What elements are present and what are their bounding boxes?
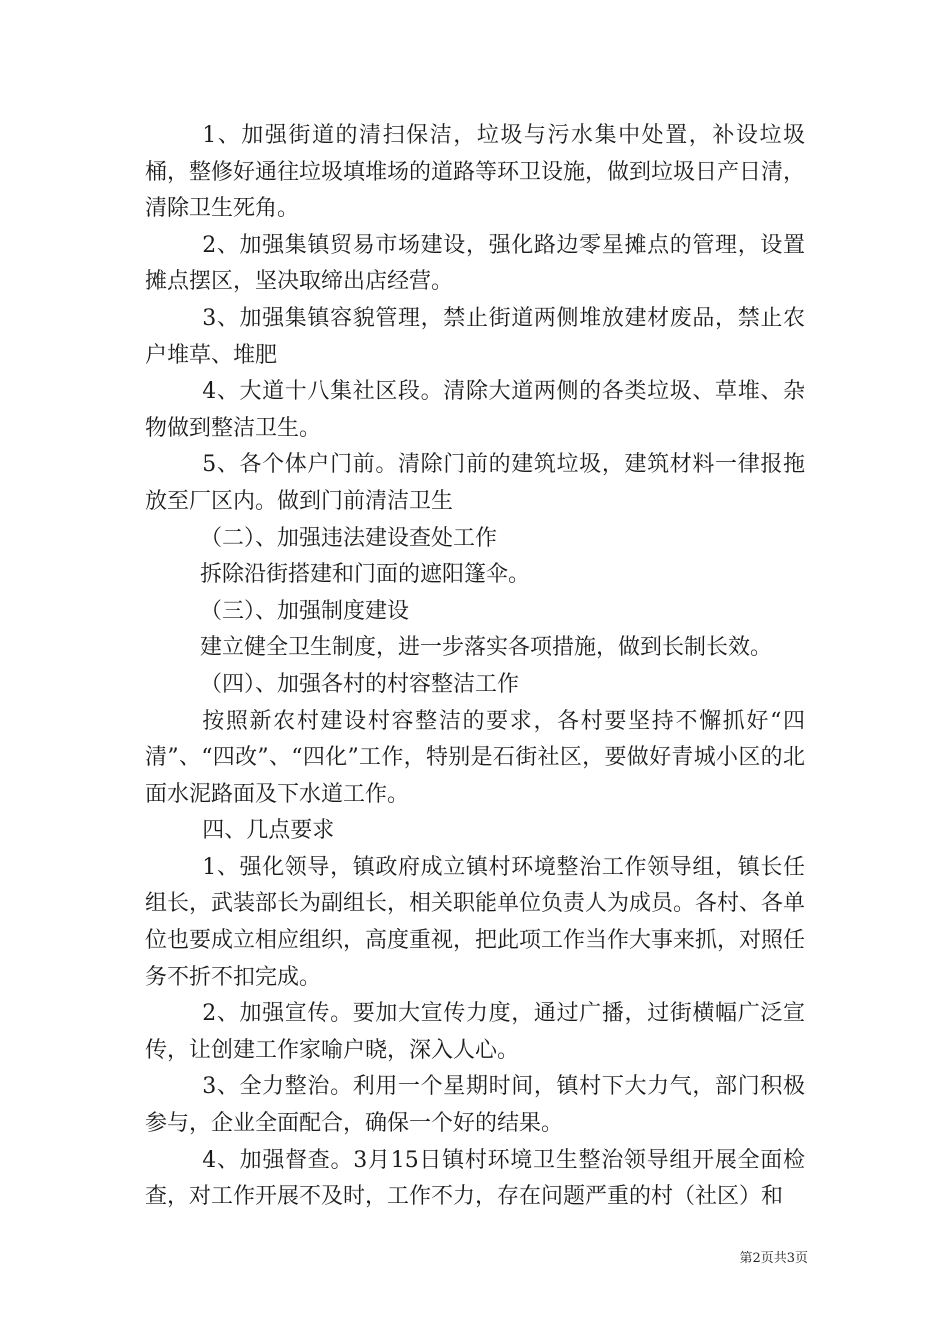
paragraph-publicity: 2、加强宣传。要加大宣传力度，通过广播，过街横幅广泛宣传，让创建工作家喻户晓，深入人心。 — [145, 1001, 805, 1063]
document-body — [145, 118, 805, 1216]
paragraph-supervision: 4、加强督查。3月15日镇村环境卫生整治领导组开展全面检查，对工作开展不及时，工作不力，存在问题严重的村（社区）和 — [145, 1147, 805, 1210]
paragraph-new-countryside: 按照新农村建设村容整洁的要求，各村要坚持不懈抓好“四清”、“四改”、“四化”工作，特别是石街社区，要做好青城小区的北面水泥路面及下水道工作。 — [145, 708, 805, 807]
section-heading-system-building: （三）、加强制度建设 — [200, 598, 410, 624]
paragraph-leadership: 1、强化领导，镇政府成立镇村环境整治工作领导组，镇长任组长，武装部长为副组长，相关职能单位负责人为成员。各村、各单位也要成立相应组织，高度重视，把此项工作当作大事来抓，对照任务不折不扣完成。 — [145, 854, 806, 990]
paragraph-shop-fronts: 5、各个体户门前。清除门前的建筑垃圾，建筑材料一律报拖放至厂区内。做到门前清洁卫生 — [145, 452, 805, 514]
paragraph-town-appearance: 3、加强集镇容貌管理，禁止街道两侧堆放建材废品，禁止农户堆草、堆肥 — [145, 305, 805, 368]
section-heading-requirements: 四、几点要求 — [202, 818, 335, 844]
paragraph-avenue-section: 4、大道十八集社区段。清除大道两侧的各类垃圾、草堆、杂物做到整洁卫生。 — [145, 379, 805, 441]
section-heading-village-tidiness: （四）、加强各村的村容整洁工作 — [200, 671, 520, 697]
paragraph-health-system: 建立健全卫生制度，进一步落实各项措施，做到长制长效。 — [200, 635, 773, 661]
page-number-footer: 第2页共3页 — [739, 1251, 808, 1266]
paragraph-demolish-awnings: 拆除沿街搭建和门面的遮阳篷伞。 — [200, 562, 531, 588]
paragraph-market-construction: 2、加强集镇贸易市场建设，强化路边零星摊点的管理，设置摊点摆区，坚决取缔出店经营。 — [145, 232, 805, 295]
section-heading-illegal-construction: （二）、加强违法建设查处工作 — [200, 525, 498, 551]
paragraph-full-rectification: 3、全力整治。利用一个星期时间，镇村下大力气，部门积极参与，企业全面配合，确保一个好的结果。 — [145, 1074, 805, 1137]
paragraph-street-cleaning: 1、加强街道的清扫保洁，垃圾与污水集中处置，补设垃圾桶，整修好通往垃圾填堆场的道路等环卫设施，做到垃圾日产日清，清除卫生死角。 — [145, 123, 806, 222]
